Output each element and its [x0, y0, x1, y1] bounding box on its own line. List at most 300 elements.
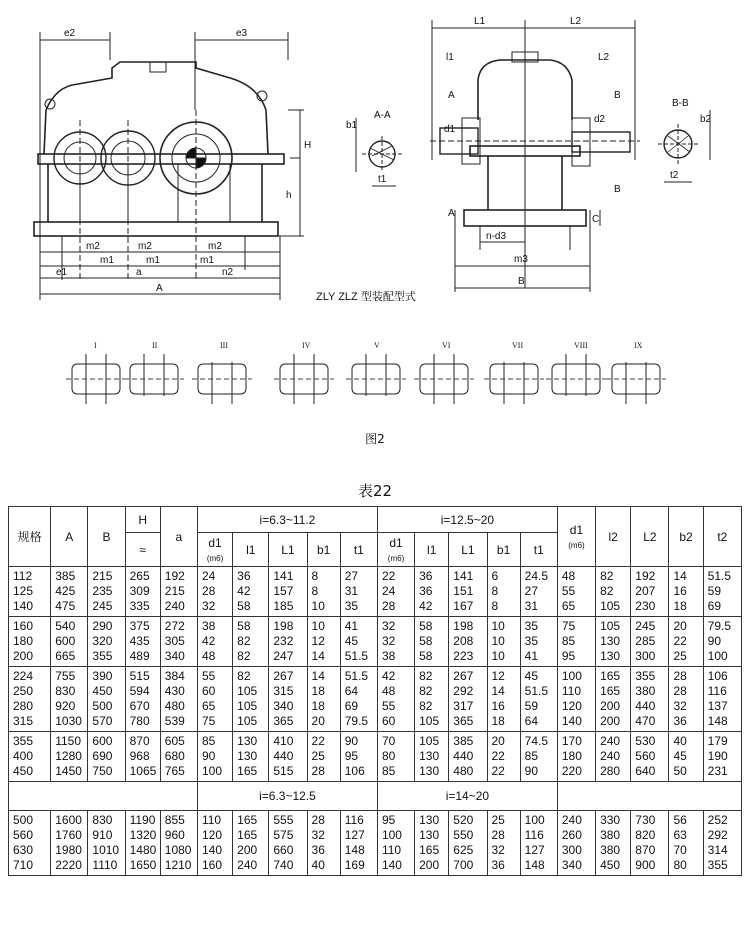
table-cell	[557, 617, 595, 667]
section-aa-title: A-A	[374, 110, 391, 121]
table-row-group	[9, 667, 742, 732]
table-cell	[449, 811, 487, 876]
cell-value: 12	[491, 669, 505, 683]
table-cell	[9, 567, 51, 617]
cell-value: 305	[164, 634, 185, 648]
label-m2-1: m2	[86, 241, 100, 252]
cell-value: 375	[129, 619, 150, 633]
table-cell	[449, 617, 487, 667]
table-cell	[125, 667, 160, 732]
label-m1-2: m1	[146, 255, 160, 266]
col-l1-g2: l1	[415, 533, 449, 567]
cell-value: 320	[92, 634, 113, 648]
cell-value: 260	[561, 828, 582, 842]
cell-value: 920	[55, 699, 76, 713]
cell-value: 1760	[55, 828, 82, 842]
cell-value: 14	[311, 669, 325, 683]
cell-value: 280	[13, 699, 34, 713]
front-view	[34, 32, 304, 300]
cell-value: 384	[164, 669, 185, 683]
cell-value: 51.5	[344, 649, 369, 663]
cell-value: 450	[13, 764, 34, 778]
cell-value: 24	[381, 584, 396, 598]
cell-value: 130	[419, 828, 440, 842]
cell-value: 16	[673, 584, 687, 598]
cell-value: 550	[453, 828, 474, 842]
cell-value: 290	[92, 619, 113, 633]
cell-value: 330	[600, 813, 621, 827]
col-A: A	[51, 507, 88, 567]
assembly-type-label: III	[220, 341, 228, 350]
assembly-type-label: IX	[634, 341, 643, 350]
table-cell	[233, 732, 269, 782]
cell-value: 200	[600, 699, 621, 713]
cell-value: 8	[491, 599, 499, 613]
cell-value: 105	[419, 734, 440, 748]
cell-value: 148	[344, 843, 365, 857]
cell-value: 470	[635, 714, 656, 728]
cell-value: 10	[491, 634, 505, 648]
cell-value: 36	[673, 714, 687, 728]
cell-value: 28	[311, 764, 325, 778]
cell-value: 380	[600, 843, 621, 857]
cell-value: 130	[237, 734, 258, 748]
cell-value: 1010	[92, 843, 120, 857]
table-row-group	[9, 567, 742, 617]
cell-value: 28	[381, 599, 396, 613]
cell-value: 59	[707, 584, 721, 598]
cell-value: 85	[201, 734, 216, 748]
cell-value: 450	[600, 858, 621, 872]
cell-value: 680	[164, 749, 185, 763]
table-cell	[160, 811, 197, 876]
cell-value: 200	[237, 843, 258, 857]
cell-value: 8	[311, 569, 319, 583]
cell-value: 600	[92, 734, 113, 748]
cell-value: 130	[600, 634, 621, 648]
label-C: C	[592, 214, 600, 225]
cell-value: 215	[164, 584, 185, 598]
section-bb-t2: t2	[670, 170, 679, 181]
cell-value: 232	[273, 634, 294, 648]
cell-value: 157	[273, 584, 294, 598]
label-m2-2: m2	[138, 241, 152, 252]
cell-value: 1030	[55, 714, 82, 728]
cell-value: 240	[164, 599, 185, 613]
cell-value: 28	[201, 584, 216, 598]
cell-value: 51.5	[344, 669, 369, 683]
table-cell	[233, 811, 269, 876]
cell-value: 640	[635, 764, 656, 778]
cell-value: 230	[635, 599, 656, 613]
label-l1: l1	[446, 52, 454, 63]
cell-value: 95	[381, 813, 396, 827]
cell-value: 160	[13, 619, 34, 633]
assembly-type-icon	[546, 341, 606, 396]
table-cell	[160, 617, 197, 667]
cell-value: 36	[419, 584, 433, 598]
table-cell	[487, 811, 520, 876]
cell-value: 830	[92, 813, 113, 827]
assembly-type-label: I	[94, 341, 97, 350]
cell-value: 22	[491, 749, 505, 763]
cell-value: 365	[453, 714, 474, 728]
cell-value: 69	[344, 699, 359, 713]
cell-value: 167	[453, 599, 474, 613]
assembly-type-label: VII	[512, 341, 524, 350]
cell-value: 670	[129, 699, 150, 713]
table-cell	[197, 667, 232, 732]
label-h: h	[286, 190, 292, 201]
table-cell	[377, 567, 414, 617]
cell-value: 105	[600, 619, 621, 633]
cell-value: 28	[673, 684, 687, 698]
cell-value: 141	[453, 569, 474, 583]
cell-value: 2220	[55, 858, 82, 872]
cell-value: 130	[600, 649, 621, 663]
cell-value: 435	[129, 634, 150, 648]
cell-value: 1980	[55, 843, 82, 857]
cell-value: 27	[344, 569, 359, 583]
table-cell	[631, 617, 669, 667]
table-cell	[233, 667, 269, 732]
cell-value: 625	[453, 843, 474, 857]
table-cell	[520, 617, 557, 667]
col-H-approx: ≈	[125, 533, 160, 567]
cell-value: 1080	[164, 843, 192, 857]
cell-value: 130	[419, 764, 440, 778]
cell-value: 8	[491, 584, 499, 598]
table-cell	[415, 617, 449, 667]
cell-value: 90	[707, 634, 721, 648]
cell-value: 32	[201, 599, 216, 613]
table-cell	[88, 732, 125, 782]
table-row-group	[9, 617, 742, 667]
cell-value: 70	[381, 734, 396, 748]
cell-value: 90	[524, 764, 539, 778]
cell-value: 500	[13, 813, 34, 827]
table-cell	[340, 732, 377, 782]
assembly-type-label: V	[374, 341, 380, 350]
table-cell	[669, 567, 703, 617]
cell-value: 690	[92, 749, 113, 763]
table-cell	[703, 667, 741, 732]
cell-value: 272	[164, 619, 185, 633]
cell-value: 42	[201, 634, 216, 648]
cell-value: 51.5	[524, 684, 549, 698]
cell-value: 82	[600, 584, 614, 598]
table-cell	[669, 811, 703, 876]
cell-value: 79.5	[707, 619, 731, 633]
table-cell	[631, 732, 669, 782]
cell-value: 65	[561, 599, 576, 613]
table-cell	[9, 667, 51, 732]
cell-value: 110	[201, 813, 222, 827]
cell-value: 540	[55, 619, 76, 633]
col-b2: b2	[669, 507, 703, 567]
cell-value: 140	[381, 858, 402, 872]
cell-value: 75	[561, 619, 576, 633]
cell-value: 59	[524, 699, 539, 713]
label-B-top: B	[614, 90, 621, 101]
cell-value: 127	[524, 843, 545, 857]
cell-value: 80	[673, 858, 687, 872]
cell-value: 82	[419, 684, 433, 698]
cell-value: 165	[419, 843, 440, 857]
cell-value: 185	[273, 599, 294, 613]
cell-value: 500	[92, 699, 113, 713]
cell-value: 120	[561, 699, 582, 713]
cell-value: 130	[419, 749, 440, 763]
cell-value: 82	[419, 669, 433, 683]
cell-value: 1320	[129, 828, 157, 842]
cell-value: 200	[600, 714, 621, 728]
cell-value: 385	[55, 569, 76, 583]
cell-value: 192	[164, 569, 185, 583]
table-cell	[125, 732, 160, 782]
cell-value: 20	[673, 619, 687, 633]
table-cell	[669, 617, 703, 667]
table-row-group	[9, 732, 742, 782]
cell-value: 116	[707, 684, 727, 698]
cell-value: 605	[164, 734, 185, 748]
housing-outline	[198, 364, 246, 394]
cell-value: 170	[561, 734, 582, 748]
cell-value: 10	[311, 599, 325, 613]
cell-value: 665	[55, 649, 76, 663]
cell-value: 90	[344, 734, 359, 748]
cell-value: 28	[491, 828, 505, 842]
cell-value: 240	[600, 749, 621, 763]
cell-value: 179	[707, 734, 728, 748]
cell-value: 32	[491, 843, 505, 857]
range-group-2: i=14~20	[377, 782, 557, 811]
cell-value: 48	[381, 684, 396, 698]
cell-value: 82	[237, 669, 251, 683]
label-e1: e1	[56, 267, 68, 278]
cell-value: 56	[673, 813, 687, 827]
cell-value: 180	[561, 749, 582, 763]
table-cell	[557, 567, 595, 617]
cell-value: 247	[273, 649, 294, 663]
cell-value: 36	[237, 569, 251, 583]
cell-value: 151	[453, 584, 474, 598]
cell-value: 520	[453, 813, 474, 827]
label-e2: e2	[64, 28, 76, 39]
label-m2-3: m2	[208, 241, 222, 252]
table-cell	[197, 811, 232, 876]
ratio-range-row	[9, 782, 742, 811]
assembly-type-icon	[274, 341, 334, 404]
cell-value: 116	[344, 813, 364, 827]
cell-value: 32	[381, 619, 396, 633]
col-t1-g2: t1	[520, 533, 557, 567]
housing-outline	[72, 364, 120, 394]
table-cell	[703, 811, 741, 876]
cell-value: 22	[491, 764, 505, 778]
cell-value: 560	[635, 749, 656, 763]
table-cell	[197, 732, 232, 782]
cell-value: 55	[561, 584, 576, 598]
assembly-types	[66, 341, 666, 404]
cell-value: 18	[311, 699, 325, 713]
cell-value: 64	[524, 714, 539, 728]
label-m1-1: m1	[100, 255, 114, 266]
cell-value: 425	[55, 584, 76, 598]
cell-value: 82	[419, 699, 433, 713]
cell-value: 22	[311, 734, 325, 748]
label-L1: L1	[474, 16, 486, 27]
cell-value: 169	[344, 858, 365, 872]
cell-value: 315	[13, 714, 34, 728]
cell-value: 112	[13, 569, 33, 583]
cell-value: 36	[491, 858, 505, 872]
table-cell	[631, 811, 669, 876]
cell-value: 148	[707, 714, 728, 728]
table-cell	[51, 667, 88, 732]
cell-value: 32	[311, 828, 325, 842]
table-cell	[596, 811, 631, 876]
table-cell	[377, 811, 414, 876]
cell-value: 165	[237, 764, 258, 778]
cell-value: 340	[164, 649, 185, 663]
cell-value: 730	[635, 813, 656, 827]
cell-value: 740	[273, 858, 294, 872]
cell-value: 58	[419, 619, 433, 633]
col-B: B	[88, 507, 125, 567]
cell-value: 41	[524, 649, 539, 663]
label-a: a	[136, 267, 142, 278]
table-cell	[557, 732, 595, 782]
section-aa-b1: b1	[346, 120, 358, 131]
label-H: H	[304, 140, 312, 151]
assembly-type-icon	[192, 341, 252, 404]
cell-value: 285	[635, 634, 656, 648]
table-cell	[449, 667, 487, 732]
cell-value: 25	[311, 749, 325, 763]
table-cell	[88, 617, 125, 667]
cell-value: 245	[635, 619, 656, 633]
col-H: H	[125, 507, 160, 533]
cell-value: 85	[524, 749, 539, 763]
col-d1-right: d1 (m6)	[557, 507, 595, 567]
housing-outline	[552, 364, 600, 394]
table-cell	[307, 567, 340, 617]
cell-value: 1190	[129, 813, 156, 827]
cell-value: 240	[561, 813, 582, 827]
assembly-type-label: IV	[302, 341, 311, 350]
cell-value: 110	[381, 843, 402, 857]
table-cell	[377, 732, 414, 782]
cell-value: 40	[673, 734, 687, 748]
cell-value: 240	[600, 734, 621, 748]
section-bb-b2: b2	[700, 114, 712, 125]
cell-value: 41	[344, 619, 359, 633]
cell-value: 380	[635, 684, 656, 698]
cell-value: 42	[381, 669, 396, 683]
cell-value: 14	[673, 569, 687, 583]
cell-value: 24.5	[524, 569, 549, 583]
cell-value: 105	[237, 699, 258, 713]
cell-value: 50	[673, 764, 687, 778]
cell-value: 38	[381, 649, 396, 663]
cell-value: 82	[237, 649, 251, 663]
cell-value: 180	[13, 634, 34, 648]
assembly-type-label: VI	[442, 341, 451, 350]
cell-value: 18	[491, 714, 505, 728]
cell-value: 18	[311, 684, 325, 698]
col-d1-g2: d1 (m6)	[377, 533, 414, 567]
assembly-type-icon	[484, 341, 544, 404]
cell-value: 265	[129, 569, 150, 583]
cell-value: 430	[164, 684, 185, 698]
cell-value: 480	[453, 764, 474, 778]
cell-value: 25	[673, 649, 687, 663]
cell-value: 120	[201, 828, 222, 842]
cell-value: 45	[524, 669, 539, 683]
range-group-1: i=6.3~12.5	[197, 782, 377, 811]
table-cell	[51, 567, 88, 617]
cell-value: 100	[707, 649, 728, 663]
cell-value: 539	[164, 714, 185, 728]
cell-value: 42	[419, 599, 433, 613]
table-cell	[487, 567, 520, 617]
cell-value: 1150	[55, 734, 82, 748]
range-blank	[9, 782, 198, 811]
cell-value: 489	[129, 649, 150, 663]
cell-value: 45	[344, 634, 359, 648]
cell-value: 190	[707, 749, 728, 763]
table-cell	[487, 732, 520, 782]
label-m1-3: m1	[200, 255, 214, 266]
cell-value: 340	[561, 858, 582, 872]
cell-value: 1210	[164, 858, 192, 872]
assembly-type-icon	[414, 341, 474, 404]
cell-value: 45	[673, 749, 687, 763]
cell-value: 22	[381, 569, 396, 583]
label-L2-top: L2	[570, 16, 582, 27]
label-L2: L2	[598, 52, 610, 63]
range-blank-right	[557, 782, 741, 811]
table-cell	[520, 732, 557, 782]
cell-value: 765	[164, 764, 185, 778]
cell-value: 755	[55, 669, 76, 683]
cell-value: 830	[55, 684, 76, 698]
cell-value: 292	[707, 828, 728, 842]
cell-value: 6	[491, 569, 499, 583]
table-cell	[9, 811, 51, 876]
cell-value: 116	[524, 828, 544, 842]
table-cell	[125, 617, 160, 667]
table-cell	[51, 811, 88, 876]
assembly-type-icon	[606, 341, 666, 404]
cell-value: 85	[381, 764, 396, 778]
cell-value: 63	[673, 828, 687, 842]
cell-value: 58	[419, 634, 433, 648]
cell-value: 106	[344, 764, 365, 778]
cell-value: 24	[201, 569, 216, 583]
cell-value: 80	[381, 749, 396, 763]
cell-value: 48	[201, 649, 216, 663]
cell-value: 314	[707, 843, 728, 857]
col-L2: L2	[631, 507, 669, 567]
cell-value: 198	[273, 619, 294, 633]
cell-value: 55	[201, 669, 216, 683]
cell-value: 10	[311, 619, 325, 633]
cell-value: 75	[201, 714, 216, 728]
assembly-type-label: VIII	[574, 341, 588, 350]
cell-value: 515	[129, 669, 150, 683]
